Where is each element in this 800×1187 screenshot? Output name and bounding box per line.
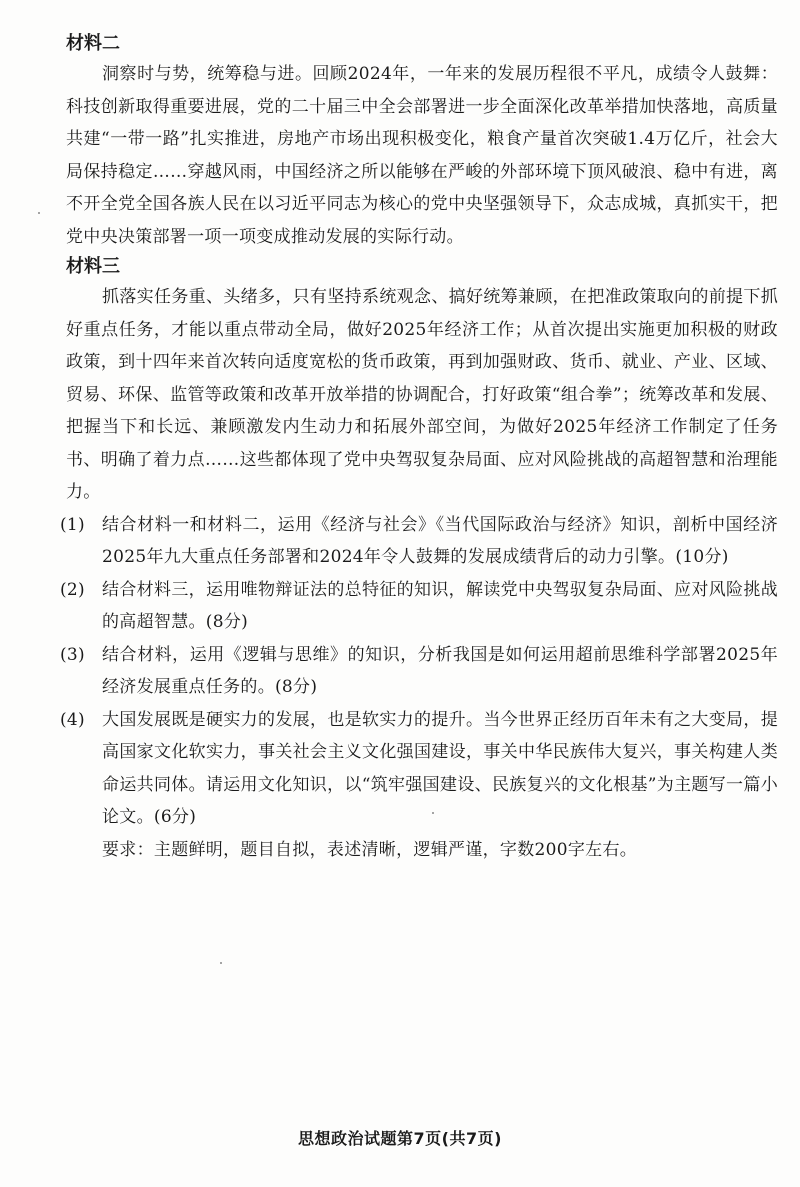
question-number: (3) [60,644,85,665]
essay-requirement: 要求：主题鲜明，题目自拟，表述清晰，逻辑严谨，字数200字左右。 [102,839,638,860]
question-number: (1) [60,514,85,535]
question-text: 结合材料一和材料二，运用《经济与社会》《当代国际政治与经济》知识，剖析中国经济2025年九大重点任务部署和2024年令人鼓舞的发展成绩背后的动力引擎。(10分) [102,514,778,567]
material-3-heading: 材料三 [66,256,120,277]
page-footer: 思想政治试题第7页(共7页) [298,1129,502,1148]
question-number: (2) [60,579,85,600]
material-2-heading: 材料二 [66,33,120,54]
scan-speck [220,962,222,964]
question-3 [60,639,778,704]
question-1 [60,509,778,574]
question-text: 结合材料三，运用唯物辩证法的总特征的知识，解读党中央驾驭复杂局面、应对风险挑战的高超智慧。(8分) [102,579,778,632]
question-text: 大国发展既是硬实力的发展，也是软实力的提升。当今世界正经历百年未有之大变局，提高国家文化软实力，事关社会主义文化强国建设，事关中华民族伟大复兴，事关构建人类命运共同体。请运用文化知识，以“筑牢强国建设、民族复兴的文化根基”为主题写一篇小论文。(6分) [102,709,778,827]
question-text: 结合材料，运用《逻辑与思维》的知识，分析我国是如何运用超前思维科学部署2025年经济发展重点任务的。(8分) [102,644,778,697]
question-4 [60,704,778,834]
question-2 [60,574,778,639]
page-content [60,30,778,866]
material-3-text: 抓落实任务重、头绪多，只有坚持系统观念、搞好统筹兼顾，在把准政策取向的前提下抓好重点任务，才能以重点带动全局，做好2025年经济工作；从首次提出实施更加积极的财政政策，到十四年来首次转向适度宽松的货币政策，再到加强财政、货币、就业、产业、区域、贸易、环保、监管等政策和改革开放举措的协调配合，打好政策“组合拳”；统筹改革和发展、把握当下和长远、兼顾激发内生动力和拓展外部空间，为做好2025年经济工作制定了任务书、明确了着力点……这些都体现了党中央驾驭复杂局面、应对风险挑战的高超智慧和治理能力。 [66,287,778,502]
scan-speck [38,212,40,214]
material-2-text: 洞察时与势，统筹稳与进。回顾2024年，一年来的发展历程很不平凡，成绩令人鼓舞：科技创新取得重要进展，党的二十届三中全会部署进一步全面深化改革举措加快落地，高质量共建“一带一路”扎实推进，房地产市场出现积极变化，粮食产量首次突破1.4万亿斤，社会大局保持稳定……穿越风雨，中国经济之所以能够在严峻的外部环境下顶风破浪、稳中有进，离不开全党全国各族人民在以习近平同志为核心的党中央坚强领导下，众志成城，真抓实干，把党中央决策部署一项一项变成推动发展的实际行动。 [66,64,778,247]
question-number: (4) [60,709,85,730]
scan-speck [432,812,434,814]
